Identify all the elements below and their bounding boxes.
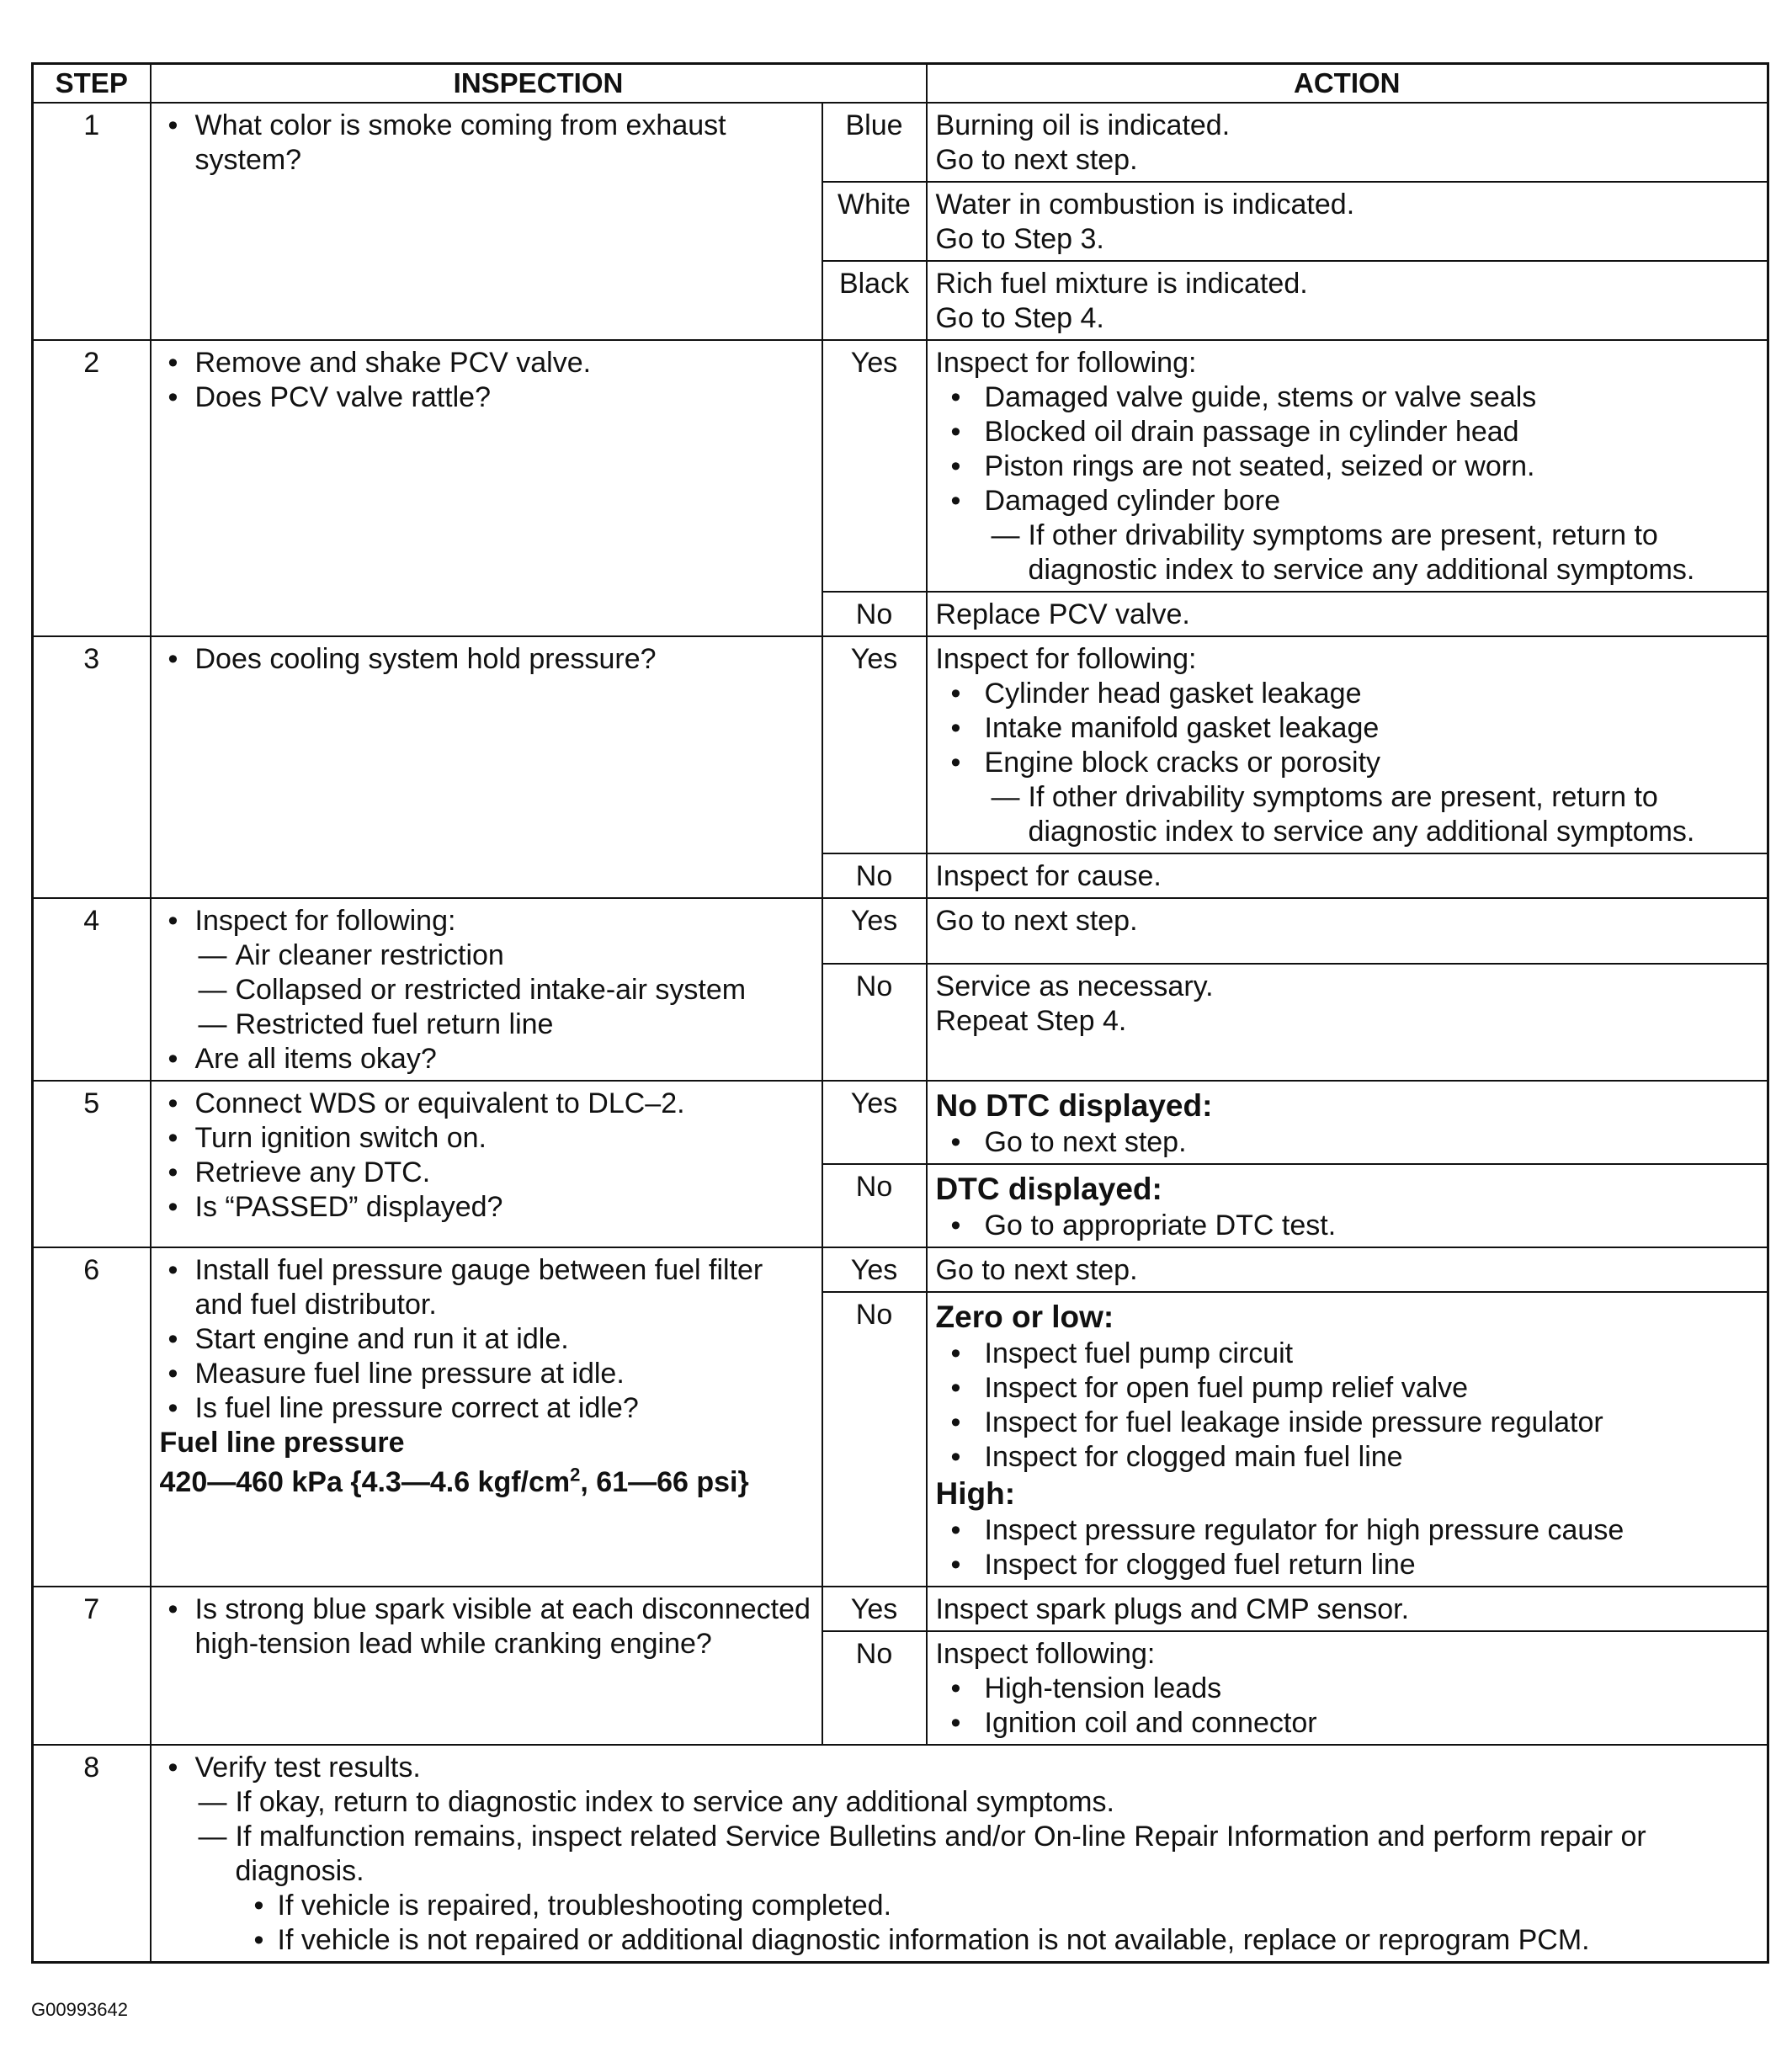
action-item: • Inspect for clogged main fuel line bbox=[936, 1440, 1759, 1475]
action-item: • Inspect fuel pump circuit bbox=[936, 1337, 1759, 1371]
inspection-subitem: — If okay, return to diagnostic index to service any additional symptoms. bbox=[160, 1785, 1759, 1820]
table-row bbox=[33, 103, 1768, 182]
action-line: Service as necessary. bbox=[935, 970, 1214, 1003]
spec-value bbox=[160, 1465, 813, 1500]
action-item: • Damaged valve guide, stems or valve seals bbox=[936, 380, 1759, 415]
action-item: • Inspect for clogged fuel return line bbox=[936, 1548, 1759, 1582]
inspection-item: • Does cooling system hold pressure? bbox=[160, 642, 813, 677]
action-heading: No DTC displayed: bbox=[935, 1088, 1213, 1123]
step-number: 8 bbox=[33, 1745, 151, 1963]
action-item: • Damaged cylinder bore bbox=[936, 484, 1759, 518]
action-line: Go to next step. bbox=[935, 144, 1138, 176]
table-row bbox=[33, 636, 1768, 853]
action-cell bbox=[927, 103, 1768, 182]
inspection-subsubitem: • If vehicle is not repaired or additional diagnostic information is not available, replace or reprogram PCM. bbox=[160, 1923, 1759, 1958]
table-row bbox=[33, 1247, 1768, 1292]
action-item: • Cylinder head gasket leakage bbox=[936, 677, 1759, 711]
answer-cell: No bbox=[822, 1631, 927, 1745]
action-item: • Go to next step. bbox=[936, 1125, 1759, 1160]
action-item: • Engine block cracks or porosity bbox=[936, 746, 1759, 780]
answer-cell: No bbox=[822, 1292, 927, 1587]
step-number: 5 bbox=[33, 1081, 151, 1247]
answer-cell: Yes bbox=[822, 636, 927, 853]
action-cell bbox=[927, 1631, 1768, 1745]
inspection-item: • Are all items okay? bbox=[160, 1042, 813, 1077]
action-intro: Inspect for following: bbox=[935, 643, 1197, 675]
answer-cell: Yes bbox=[822, 340, 927, 592]
inspection-item: • Is strong blue spark visible at each disconnected high-tension lead while cranking engine? bbox=[160, 1592, 813, 1661]
inspection-item: • Turn ignition switch on. bbox=[160, 1121, 813, 1156]
action-item: • Ignition coil and connector bbox=[936, 1706, 1759, 1741]
header-row bbox=[33, 64, 1768, 104]
inspection-item: • Connect WDS or equivalent to DLC–2. bbox=[160, 1087, 813, 1121]
action-cell: Go to next step. bbox=[927, 898, 1768, 964]
figure-code: G00993642 bbox=[31, 1999, 128, 2020]
answer-cell: Yes bbox=[822, 898, 927, 964]
inspection-item: • Verify test results. bbox=[160, 1751, 1759, 1785]
step-number: 7 bbox=[33, 1587, 151, 1745]
spec-value-sup: 2 bbox=[570, 1464, 581, 1486]
table-row bbox=[33, 1745, 1768, 1963]
action-line: Burning oil is indicated. bbox=[935, 109, 1231, 141]
inspection-cell bbox=[151, 340, 822, 636]
action-note: — If other drivability symptoms are present, return to diagnostic index to service any additional symptoms. bbox=[936, 780, 1759, 849]
table-row bbox=[33, 1587, 1768, 1631]
answer-cell: No bbox=[822, 964, 927, 1081]
action-intro: Inspect following: bbox=[935, 1638, 1156, 1670]
inspection-item: • What color is smoke coming from exhaust system? bbox=[160, 109, 813, 178]
inspection-cell bbox=[151, 898, 822, 1081]
inspection-item: • Retrieve any DTC. bbox=[160, 1156, 813, 1190]
step-number: 6 bbox=[33, 1247, 151, 1587]
spec-value-main: 420—460 kPa {4.3—4.6 kgf/cm bbox=[159, 1466, 571, 1498]
action-line: Repeat Step 4. bbox=[935, 1005, 1127, 1038]
inspection-cell bbox=[151, 1247, 822, 1587]
inspection-item: • Measure fuel line pressure at idle. bbox=[160, 1357, 813, 1391]
action-cell: Replace PCV valve. bbox=[927, 592, 1768, 636]
inspection-item: • Inspect for following: bbox=[160, 904, 813, 938]
action-cell: Inspect spark plugs and CMP sensor. bbox=[927, 1587, 1768, 1631]
step-number: 1 bbox=[33, 103, 151, 340]
inspection-subsubitem: • If vehicle is repaired, troubleshooting completed. bbox=[160, 1889, 1759, 1923]
answer-cell: No bbox=[822, 853, 927, 898]
inspection-cell-full bbox=[151, 1745, 1768, 1963]
table-row bbox=[33, 1081, 1768, 1164]
action-item: • Go to appropriate DTC test. bbox=[936, 1209, 1759, 1243]
inspection-cell bbox=[151, 636, 822, 898]
step-number: 3 bbox=[33, 636, 151, 898]
table-row bbox=[33, 340, 1768, 592]
answer-cell: Yes bbox=[822, 1081, 927, 1164]
answer-cell: White bbox=[822, 182, 927, 261]
action-cell bbox=[927, 1292, 1768, 1587]
inspection-item: • Install fuel pressure gauge between fuel filter and fuel distributor. bbox=[160, 1253, 813, 1322]
action-item: • Inspect for open fuel pump relief valve bbox=[936, 1371, 1759, 1406]
action-cell bbox=[927, 1164, 1768, 1247]
answer-cell: Black bbox=[822, 261, 927, 340]
step-number: 2 bbox=[33, 340, 151, 636]
inspection-item: • Start engine and run it at idle. bbox=[160, 1322, 813, 1357]
action-cell bbox=[927, 340, 1768, 592]
table-row bbox=[33, 898, 1768, 964]
action-heading: Zero or low: bbox=[935, 1300, 1114, 1334]
inspection-subitem: — If malfunction remains, inspect related Service Bulletins and/or On-line Repair Information and perform repair or diagnosis. bbox=[160, 1820, 1759, 1889]
inspection-subitem: — Air cleaner restriction bbox=[160, 938, 813, 973]
action-cell bbox=[927, 182, 1768, 261]
header-step: STEP bbox=[33, 64, 151, 104]
inspection-subitem: — Restricted fuel return line bbox=[160, 1007, 813, 1042]
action-cell bbox=[927, 636, 1768, 853]
action-item: • Piston rings are not seated, seized or worn. bbox=[936, 449, 1759, 484]
spec-label: Fuel line pressure bbox=[159, 1427, 405, 1459]
action-note: — If other drivability symptoms are present, return to diagnostic index to service any additional symptoms. bbox=[936, 518, 1759, 587]
header-inspection: INSPECTION bbox=[151, 64, 927, 104]
action-line: Go to Step 3. bbox=[935, 223, 1104, 255]
inspection-item: • Remove and shake PCV valve. bbox=[160, 346, 813, 380]
diagnostic-table-sheet bbox=[31, 62, 1767, 1964]
action-item: • Intake manifold gasket leakage bbox=[936, 711, 1759, 746]
action-cell bbox=[927, 1081, 1768, 1164]
action-item: • Blocked oil drain passage in cylinder head bbox=[936, 415, 1759, 449]
answer-cell: No bbox=[822, 1164, 927, 1247]
inspection-cell bbox=[151, 1081, 822, 1247]
action-item: • Inspect for fuel leakage inside pressure regulator bbox=[936, 1406, 1759, 1440]
answer-cell: Blue bbox=[822, 103, 927, 182]
step-number: 4 bbox=[33, 898, 151, 1081]
action-cell bbox=[927, 261, 1768, 340]
answer-cell: Yes bbox=[822, 1587, 927, 1631]
inspection-item: • Does PCV valve rattle? bbox=[160, 380, 813, 415]
action-heading: High: bbox=[935, 1476, 1016, 1511]
inspection-item: • Is “PASSED” displayed? bbox=[160, 1190, 813, 1225]
spec-value-tail: , 61—66 psi} bbox=[580, 1466, 749, 1498]
action-intro: Inspect for following: bbox=[935, 347, 1197, 379]
action-item: • High-tension leads bbox=[936, 1672, 1759, 1706]
answer-cell: Yes bbox=[822, 1247, 927, 1292]
inspection-item: • Is fuel line pressure correct at idle? bbox=[160, 1391, 813, 1426]
inspection-cell bbox=[151, 1587, 822, 1745]
inspection-subitem: — Collapsed or restricted intake-air system bbox=[160, 973, 813, 1007]
action-line: Go to Step 4. bbox=[935, 302, 1104, 334]
action-cell: Go to next step. bbox=[927, 1247, 1768, 1292]
action-heading: DTC displayed: bbox=[935, 1172, 1162, 1206]
action-line: Water in combustion is indicated. bbox=[935, 189, 1355, 221]
diagnostic-table bbox=[31, 62, 1769, 1964]
answer-cell: No bbox=[822, 592, 927, 636]
inspection-cell bbox=[151, 103, 822, 340]
action-cell bbox=[927, 964, 1768, 1081]
action-cell: Inspect for cause. bbox=[927, 853, 1768, 898]
action-item: • Inspect pressure regulator for high pressure cause bbox=[936, 1513, 1759, 1548]
header-action: ACTION bbox=[927, 64, 1768, 104]
action-line: Rich fuel mixture is indicated. bbox=[935, 268, 1308, 300]
